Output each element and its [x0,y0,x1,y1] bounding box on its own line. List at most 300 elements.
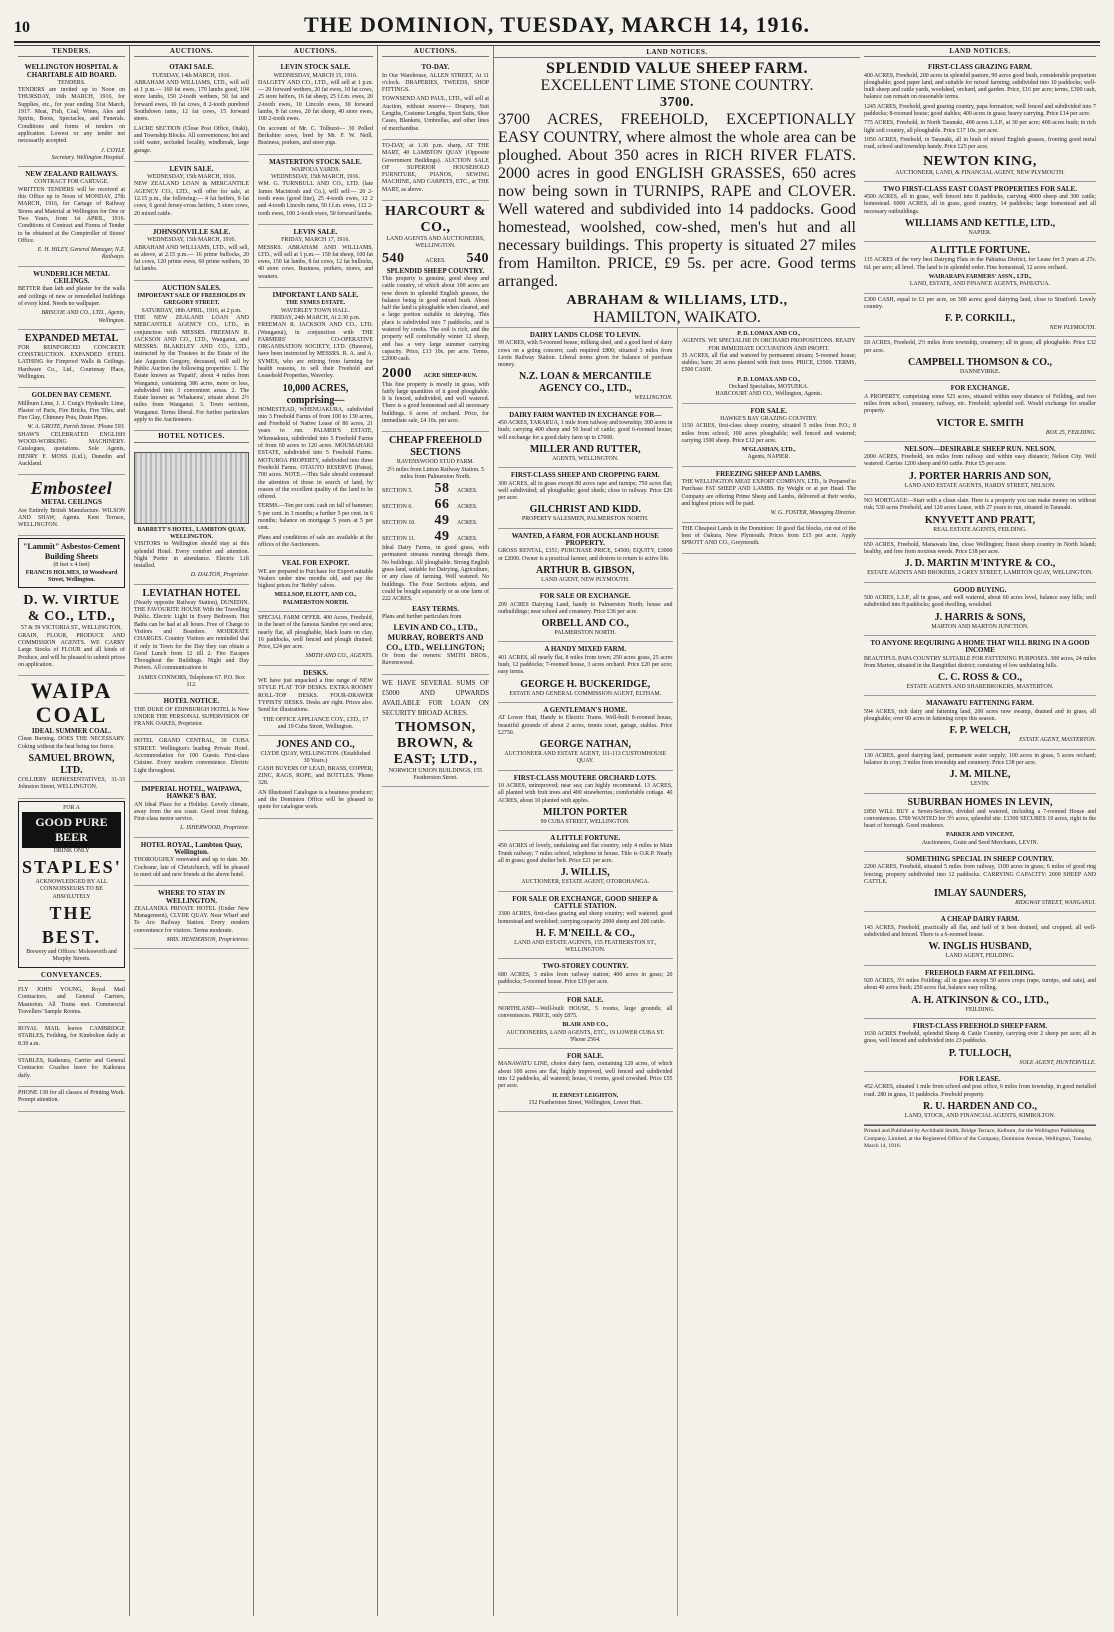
ad-subheading: TENDERS. [57,79,86,86]
ad-body: 115 ACRES of the very best Dairying Flats in the Pahiatua District, for Lease for 5 years at 27s. 6d. per acre; all level. The land is in splendid order. Fine homestead, 12 acres orchard. [864,257,1096,271]
section-row [382,529,489,545]
ceilings-ad [18,267,125,330]
zealandia-hotel-ad [134,886,249,949]
ad-company: N.Z. LOAN & MERCANTILE AGENCY CO., LTD., [518,371,652,395]
royal-hotel-ad [134,838,249,886]
ad-heading: FOR EXCHANGE. [950,384,1010,393]
ad-date: TUESDAY, 14th MARCH, 1916. [152,72,231,79]
ad-heading: A GENTLEMAN'S HOME. [543,705,628,714]
conveyance-ad [18,1087,125,1112]
welch-ad [864,696,1096,749]
ad-heading: MANAWATU FATTENING FARM. [926,699,1034,708]
ad-heading: WANTED, A FARM, FOR AUCKLAND HOUSE PROPERTY. [511,531,659,548]
ad-subheading: IMPORTANT SALE OF FREEHOLDS IN GREGORY STREET. [137,293,246,307]
ad-company-place: DANNEVIRKE. [959,369,1001,376]
ad-body: WE are prepared to Purchase for Export suitable Vealers under nine months old, and pay the highest prices for 'Bobby' calves. [258,568,373,590]
ad-body: 1630 ACRES Freehold, splendid Sheep & Cattle Country, carrying over 2 sheep per acre; all in grass, well fenced and subdivided into 23 paddocks. [864,1031,1096,1045]
ad-body: 594 ACRES, rich dairy and fattening land, 200 acres now swamp, drained and in grass, all ploughable; over 60 acres in fattening crops this season. [864,708,1096,723]
column-tenders [14,46,130,1616]
ad-heading: NELSON—DESIRABLE SHEEP RUN. NELSON. [904,444,1056,453]
ad-date: FRIDAY, 24th MARCH, At 2.30 p.m. [270,314,361,321]
ad-body: THE Cheapest Lands in the Dominion: 10 good flat blocks, cut out of the best of Oakura, New Plymouth. Prices from £15 per acre. Apply SPROTT AND CO., Greymouth. [681,525,856,547]
ad-heading: FOR SALE OR EXCHANGE. [539,592,631,601]
ad-company-place: LAND, ESTATE, AND FINANCE AGENTS, PAHIATUA. [909,281,1051,288]
ad-heading: WAIPA COAL [30,678,113,728]
ad-heading: AUCTION SALES. [162,283,221,292]
ad-heading: CHEAP FREEHOLD SECTIONS [388,435,483,459]
ad-heading: OTAKI SALE. [169,63,214,72]
ad-company: J. D. MARTIN M'INTYRE & CO., [904,558,1056,570]
masthead [14,12,1100,43]
acres-banner [382,251,489,267]
ad-subheading: SPLENDID SHEEP COUNTRY. [386,266,485,275]
ad-company: IMLAY SAUNDERS, [933,888,1027,900]
ad-body: NO MORTGAGE—Start with a clean slate. Here is a property you can make money on without risk; 530 acres Freehold, and 120 acres Lease, with 27 years to run, situated in Taranaki. [864,497,1096,512]
ad-company: J. WILLIS, [560,867,610,879]
ad-body: NORTHLAND—Well-built HOUSE, 5 rooms, large grounds; all conveniences. PRICE, only £875. [498,1005,673,1019]
ad-body: HOTEL GRAND CENTRAL, 39 CUBA STREET. Wellington's leading Private Hotel. Accommodation for 100 Guests. First-class Cuisine. Every modern convenience. Electric Light throughout. [134,738,249,774]
ad-heading: FOR SALE OR EXCHANGE, GOOD SHEEP & CATTLE STATION. [512,894,659,910]
section-heading-land: LAND NOTICES. [494,46,860,58]
ad-company-place: Orchard Specialists, MOTUEKA. [728,384,809,391]
ad-subheading: RAVENSWOOD STUD FARM. [396,459,475,466]
section-heading-auctions: AUCTIONS. [134,46,249,57]
ravenswood-ad [382,432,489,674]
warehouse-sale-ad [382,60,489,140]
ad-subheading: LAND AGENTS AND AUCTIONEERS, WELLINGTON. [386,236,485,250]
section-row [382,481,489,497]
ad-acres: 3700. [660,95,694,110]
ad-signature-office: Secretary. Wellington Hospital. [51,154,125,161]
land-split [494,328,860,1616]
ad-body: MANAWATU LINE, choice dairy farm, containing 120 acres, of which about 100 acres are flat, highly improved, well fenced and subdivided into 12 paddocks, all watered; house, 6 rooms, good cowshed. Price £55 per acre. [498,1061,673,1090]
ad-heading: FIRST-CLASS GRAZING FARM. [927,63,1033,72]
section-label: SECTION 10. [382,520,416,527]
ad-company: J. M. MILNE, [949,769,1011,781]
ad-heading: WHERE TO STAY IN WELLINGTON. [158,889,225,905]
ad-company-place: SOLE AGENT, HUNTERVILLE. [1019,1059,1096,1066]
ad-subheading: (8 feet x 4 feet) [53,562,90,569]
ad-body: AN Ideal Place for a Holiday. Lovely climate, away from the sea coast. Good trout fishing. First-class motor service. [134,801,249,823]
ad-company: ARTHUR B. GIBSON, [535,564,635,576]
ad-heading: FOR LEASE. [959,1075,1001,1084]
ad-company-place: REAL ESTATE AGENTS, FEILDING. [933,526,1027,533]
ad-body: 4500 ACRES, all in grass, well fenced into 8 paddocks, carrying 4000 sheep and 300 cattle; homestead. 6000 ACRES, all in grass, good country, 14 paddocks; large homestead and all necessary outbuildings. [864,194,1096,215]
ad-body: A PROPERTY, comprising some 525 acres, situated within easy distance of Feilding, and two miles from school, creamery, railway, etc. Freehold; splendid soil. Would exchange for smaller property. [864,393,1096,415]
sheep-run-acres: 2000 [382,365,412,381]
feilding-exchange-ad [864,381,1096,441]
section-unit: ACRES. [457,504,478,511]
ad-heading: TWO-STOREY COUNTRY. [542,962,629,971]
corkill-ad [864,294,1096,338]
ad-body: THOROUGHLY renovated and up to date. Mr. Cochrane, late of Christchurch, will be pleased to meet old and new friends at the above hotel. [134,857,249,878]
forsale-house-ad [498,993,673,1049]
ad-heading: WELLINGTON HOSPITAL & CHARITABLE AID BOARD. [24,63,119,79]
ad-body: 1150 ACRES, first-class sheep country, situated 5 miles from P.O.; 8 miles from school; 100 acres ploughable; well fenced and watered; carrying 1500 sheep. Price £12 per acre. [681,423,856,444]
ad-body: 3700 ACRES, FREEHOLD, EXCEPTIONALLY EASY COUNTRY, where almost the whole area can be ploughed. About 350 acres in RICH RIVER FLATS. 2000 acres in good ENGLISH GRASSES, 650 acres now being sown in TURNIPS, RAPE and CLOVER. Well watered and subdivided into 14 paddocks. Good homestead, woolshed, cow-shed, men's hut and all necessary buildings. This property is situated 27 miles from Hamilton. PRICE, £9 5s. per acre. Good terms arranged. [498,111,856,290]
ad-signature: W. A. GROTE, Parish Street. 'Phone 593. [27,424,125,431]
ad-body: 99 ACRES, with 5-roomed house, milking shed, and a good herd of dairy cows on a going concern; cash required £800; situated 3 miles from Levin Railway Station. Liberal terms given for balance of purchase money. [498,340,673,369]
ad-company: ORBELL AND CO., [541,618,629,630]
ad-body: WM. G. TURNBULL AND CO., LTD. (late James Macintosh and Co.), will sell:— 20 2-tooth ewes (good line), 25 4-tooth ewes, 12 2 and 4-tooth Lincoln rams, 50 f.f.m. ewes, 112 2-tooth ewes, 100 2-tooth ewes, 50 forward lambs. [258,181,373,217]
ad-company: A. H. ATKINSON & CO., LTD., [911,994,1049,1006]
section-heading-hotels: HOTEL NOTICES. [134,431,249,442]
manawatu-dairy-ad [498,1049,673,1112]
page-number: 10 [14,19,30,36]
tulloch-ad [864,1019,1096,1072]
ad-heading: WUNDERLICH METAL CEILINGS. [33,269,110,286]
ad-body: 650 ACRES, Freehold, Manawatu line, close Wellington; finest sheep country in North Island; healthy, and free from noxious weeds. Price £18 per acre. [864,541,1096,556]
ad-company: R. U. HARDEN AND CO., [923,1100,1037,1112]
ad-company-place: ESTATE AND GENERAL COMMISSION AGENT, ELTHAM. [509,690,662,697]
grazing-farm-ad [864,60,1096,182]
ad-company: W. INGLIS HUSBAND, [928,941,1032,953]
ad-company-place: LAND AND ESTATE AGENTS, HARDY STREET, NELSON. [904,482,1056,489]
ad-body: WRITTEN TENDERS will be received at this Office up to Noon of MONDAY, 27th MARCH, 1916, for Cartage of Railway Stores and Material at Wellington for One or Two Years, from 1st APRIL, 1916. Conditions of Contract and Forms of Tender to be obtained at the Comptroller of Stores' Office. [18,186,125,244]
ad-signature: BRISCOE AND CO., LTD., Agents, Wellington. [41,310,125,324]
railways-tender-ad [18,167,125,267]
ad-body: This property is genuine, good sheep and cattle country, of which about 100 acres are now down in splendid English grasses, the balance being in good mixed bush. About half the land is ploughable when cleared, and a large portion suitable to dairying. This place is subdivided into 7 paddocks, and is watered by creeks. The soil is rich, and the property will comfortably winter 12 sheep, and has a very large summer carrying capacity. Price, £13 10s. per acre. Terms, £2000 cash. [382,275,489,363]
ad-company: F. P. CORKILL, [944,313,1016,325]
ad-body-extra: This fine property is mostly in grass, with fairly large quantities of it good ploughable. It is fenced, subdivided, and well watered. There is a good homestead and all necessary buildings. 6 acres of orchard. Price, for immediate sale, £4 10s. per acre. [382,381,489,424]
ad-body: 143 ACRES, Freehold, practically all flat, and half of it best drained, and cropped; all well-subdivided and fenced. There is a 6-roomed house. [864,924,1096,939]
ad-heading: THOMSON, BROWN, & EAST; LTD., [393,719,478,767]
hospital-tender-ad [18,60,125,167]
leviathan-hotel-ad [134,585,249,695]
ad-date: FRIDAY, MARCH 17, 1916. [281,237,350,244]
ad-company: SAMUEL BROWN, LTD. [28,753,115,776]
ad-plans: Plans and conditions of sale are available at the offices of the Auctioneers. [258,534,373,548]
ad-company: H. F. M'NEILL & CO., [535,927,635,939]
ad-owners: Or from the owners: SMITH BROS., Ravenswood. [382,653,489,667]
ad-body: BEAUTIFUL PAPA COUNTRY SUITABLE FOR FATTENING PURPOSES. 300 acres, 24 miles from Marton, situated in the Rangitikei district; consisting of low undulating hills. [864,655,1096,669]
ad-heading: GOOD BUYING. [953,585,1007,594]
column-auctions-1 [130,46,254,1616]
ad-heading: JONES AND CO., [276,739,355,751]
ad-signature: FRANCIS HOLMES, 10 Woodward Street, Wellington. [25,569,118,584]
ad-signature: L. ISHERWOOD, Proprietor. [180,825,249,832]
ad-signature: W. G. FOSTER, Managing Director. [770,510,856,517]
ad-heading: LEVIN SALE. [169,164,214,173]
ad-company: GEORGE NATHAN, [539,739,631,751]
ad-heading: FOR SALE. [566,996,604,1005]
ad-body: 680 ACRES, 3 miles from railway station; 400 acres in grass; 20 paddocks; 5-roomed house. Price £19 per acre. [498,971,673,986]
ad-date: WEDNESDAY, 15th MARCH, 1916. [271,174,360,181]
ad-heading: FOR SALE. [566,1052,604,1061]
loan-funds-ad [382,675,489,788]
ad-signature: D. DALTON, Proprietor. [190,572,249,579]
ad-heading: LEVIN SALE. [293,227,338,236]
virtue-ad [18,590,125,676]
ad-body: FLY JOHN YOUNG, Royal Mail Contractors, and General Carriers, Masterton. All Trains met. Commercial Travellers' Sample Rooms. [18,986,125,1015]
ad-heading: BARRETT'S HOTEL, LAMBTON QUAY, WELLINGTON. [137,526,246,540]
ad-address: Brewery and Offices: Molesworth and Murphy Streets. [26,949,117,963]
ad-company: VICTOR E. SMITH [936,417,1024,429]
ad-company: GILCHRIST AND KIDD. [529,504,641,516]
ad-heading: VEAL FOR EXPORT. [281,559,350,568]
nelson-run-ad [864,442,1096,495]
ad-heading: IMPORTANT LAND SALE. [272,291,359,300]
atkinson-ad [864,966,1096,1019]
ad-body: 452 ACRES, situated 1 mile from school and post office, 6 miles from township, in good metalled road. 280 in grass, 11 paddocks. Freehold property. [864,1084,1096,1098]
levin-sale-ad [134,162,249,225]
ad-company-place: LAND AGENT, FEILDING. [945,953,1015,960]
ad-heading: NEW ZEALAND RAILWAYS. [25,170,118,179]
ad-body: NEW ZEALAND LOAN & MERCANTILE AGENCY CO., LTD., will offer for sale, at 12.15 p.m., the following:— 4 fat heifers, 8 fat cows, 6 good Jersey-cross heifers, 5 store cows, 20 mixed cattle. [134,181,249,217]
ad-body: GROSS RENTAL, £351; PURCHASE PRICE, £4500; EQUITY, £3000 or £2000. Owner is a practical farmer, and desires to return to active life. [498,548,673,562]
ad-note: AN Illustrated Catalogue is a business producer; and the Dominion Office will be pleased to quote for catalogue work. [258,789,373,811]
ad-address: 57 & 59 VICTORIA ST., WELLINGTON, [21,625,122,632]
ad-body: THE NEW ZEALAND LOAN AND MERCANTILE AGENCY CO., LTD., in conjunction with MESSRS. FREEMAN R. JACKSON AND CO., LTD., Wanganui, and MESSRS. BLAKELEY AND CO., LTD., instructed by the Trustees in the Estate of the late Augustin Gregory, deceased, will sell by Public Auction the following properties: 1. The Estate known as 'Papaiti', about 4 miles from Wanganui, containing 386 acres, more or less, subdivided into 3 convenient areas. 2. The Estate known as 'Whakaora', situate about 2½ miles from Wanganui. 3. Town sections, Wanganui. Terms liberal. For further particulars apply to the Auctioneers. [134,314,249,424]
campbell-ad [864,337,1096,381]
ad-body: FOR REINFORCED CONCRETE CONSTRUCTION. EXPANDED STEEL LATHING for Fireproof Walls & Ceilings. Hardware Co., Ltd., Courtenay Place, Wellington. [18,344,125,380]
ad-address: NORWICH UNION BUILDINGS, 155 Featherston Street. [388,767,483,782]
ad-signature: THE OFFICE APPLIANCE COY., LTD., 17 and 19 Cuba Street, Wellington. [262,716,369,730]
ad-heading: HOTEL NOTICE. [163,697,220,706]
ad-body: 10 ACRES, unimproved; near sea; can highly recommend. 13 ACRES, all planted with fruit trees and 400 strawberries; comfortable cottage. 40 ACRES, about 10 planted with apples. [498,782,673,804]
ad-tagline: ACKNOWLEDGED BY ALL CONNOISSEURS TO BE ABSOLUTELY [35,879,108,900]
little-fortune-lease-ad [864,242,1096,293]
ad-heading: GOOD PURE BEER [22,812,121,848]
ad-body: STABLES, Kaikoura, Carrier and General Contractor. Coaches leave for Kaikoura daily. [18,1058,125,1079]
embosteel-logo: Embosteel [30,478,113,499]
land-notices-block [494,46,860,1616]
ad-subheading: WAIPOUA YARDS. [291,166,340,173]
ad-heading: SPLENDID VALUE SHEEP FARM. [546,60,808,77]
ad-terms: EASY TERMS. [412,604,459,613]
ad-heading: LEVIN STOCK SALE. [280,63,351,72]
ad-agents: LEVIN AND CO., LTD., MURRAY, ROBERTS AND CO., LTD., WELLINGTON; [386,623,485,653]
ad-heading: "Lammit" Asbestos-Cement Building Sheets [22,542,121,562]
ad-company-place: ESTATE AGENT, MASTERTON. [1019,737,1096,744]
hawkes-bay-ad [682,404,857,467]
column-auctions-3 [378,46,494,1616]
ad-body: ZEALANDIA PRIVATE HOTEL (Under New Management), CLYDE QUAY. Near Wharf and Te Aro Railway Station. Every modern convenience for visitors. Terms moderate. [134,905,249,934]
freezing-sheep-ad [682,467,857,523]
ad-heading: TWO FIRST-CLASS EAST COAST PROPERTIES FOR SALE. [883,184,1077,193]
milne-ad [864,750,1096,794]
ad-body: WE have just unpacked a fine range of NEW STYLE FLAT TOP DESKS. EXTRA ROOMY ROLL-TOP DESKS. FOUR-DRAWER TYPISTS' DESKS. Desks are right. Prices also. Send for illustrations. [258,678,373,714]
ad-body-extra: TOWNSEND AND PAUL, LTD., will sell at Auction, without reserve— Drapery, Suit Lengths, Costume Lengths, Sport Suits, Shoe Cases, Blankets, Umbrellas, and other lines of merchandise. [382,96,490,132]
inglis-husband-ad [864,912,1096,965]
mart-sale-ad [382,140,489,201]
ad-body: 401 ACRES, all nearly flat, 8 miles from town; 250 acres grass, 25 acres bush, 12 paddocks; 7-roomed house, 3 acres orchard. Price £20 per acre; easy terms. [498,654,673,676]
section-unit: ACRES. [457,536,478,543]
johnsonville-sale-ad [134,225,249,281]
ad-body: 450 ACRES of lovely, undulating and flat country, only 4 miles to Main Trunk railway; 7 miles school, telephone in house. Title is O.R.P. Nearly all in grass; good shelter belt. Price £21 per acre. [498,843,673,865]
ad-place: WAVERLEY TOWN HALL. [281,307,350,314]
conveyance-ad [18,1023,125,1055]
ad-heading: FIRST-CLASS MOUTERE ORCHARD LOTS. [513,773,657,782]
ad-heading: METAL CEILINGS [41,498,102,507]
ad-body: 35 ACRES, all flat and watered by permanent stream; 5-roomed house; stables; barn; 20 acres planted with fruit trees. PRICE, £3500. TERMS, £500 CASH. [681,352,856,374]
ad-company-place: AGENTS, WELLINGTON. [552,455,619,462]
jones-ad [258,736,373,818]
ad-body: 2000 ACRES, Freehold, ten miles from railway and within easy distance; Nelson City. Well watered. Carries 1200 sheep and 60 cattle. Price £5 per acre. [864,454,1096,468]
section-heading-tenders: TENDERS. [18,46,125,57]
column-land-3 [860,46,1100,1616]
ad-company: F. P. WELCH, [949,725,1011,737]
ad-heading: GOLDEN BAY CEMENT. [31,391,112,400]
ad-company-place: ESTATE AGENTS AND SHAREBROKERS, MASTERTON. [906,684,1054,691]
sheep-run-label: ACRE SHEEP-RUN. [423,372,478,379]
ad-heading: DAIRY FARM WANTED IN EXCHANGE FOR— [509,410,662,419]
ad-heading: FIRST-CLASS FREEHOLD SHEEP FARM. [912,1021,1048,1030]
ad-body: 500 ACRES, L.I.P., all in grass, and well watered, about 60 acres level, balance easy hills; well subdivided into 8 paddocks; good dwelling, woolshed. [864,595,1096,609]
column-auctions-2 [254,46,378,1616]
ad-heading: DESKS. [303,668,328,677]
newspaper-title: THE DOMINION, TUESDAY, MARCH 14, 1916. [304,12,810,37]
ad-body: ROYAL MAIL leaves CAMBRIDGE STABLES, Feilding, for Kimbolton daily at 8.30 a.m. [18,1026,125,1047]
ad-company-place: AUCTIONEER, ESTATE AGENT, OTOROHANGA. [521,879,650,886]
freehold-auction-ad [134,281,249,432]
ad-body-4: 1050 ACRES, Freehold, in Taranaki, all in bush of mixed English grasses, fronting good metal road, school and township handy. Price £25 per acre. [864,136,1096,151]
section-label: SECTION 5. [382,488,413,495]
ad-date: WEDNESDAY, 15th MARCH, 1916. [147,174,236,181]
ad-company: P. D. LOMAX AND CO., [737,331,801,337]
ad-body-machinery: SHAW'S CELEBRATED ENGLISH WOOD-WORKING MACHINERY. Catalogues, quotations. Sole Agents, HENRY F. MOSS (Ltd.), Dunedin and Auckland. [18,431,125,467]
sections-list [382,481,489,545]
section-heading-conveyances: CONVEYANCES. [18,970,125,981]
ad-company-place: AUCTIONEER AND ESTATE AGENT, 111-113 CUSTOMHOUSE QUAY. [504,751,667,765]
martin-mintyre-ad [864,539,1096,583]
ad-company-place: HAMILTON, WAIKATO. [593,309,761,326]
ad-company-place: LEVIN. [970,781,990,788]
ad-intro: FOR A [63,804,80,811]
acres-word: ACRES. [425,257,446,264]
ad-body: SPECIAL FARM OFFER. 400 Acres, Freehold, in the heart of the famous Sandon rye seed area; nearly flat, all ploughable, black loam on clay, 16 paddocks, well fenced and plough drained. Price, £24 per acre. [258,615,373,651]
section-row [382,513,489,529]
east-coast-ad [864,182,1096,242]
ad-company-place: PALMERSTON NORTH. [554,630,616,637]
ad-heading: A CHEAP DAIRY FARM. [940,915,1020,924]
dairy-exchange-ad [498,408,673,468]
hotel-illustration [134,452,249,524]
ad-body: DALGETY AND CO., LTD., will sell at 1 p.m.— 20 forward wethers, 20 fat ewes, 10 fat cows, 25 store heifers, 16 fat sheep, 25 f.f.m. ewes, 20 2-tooth ewes, 10 Lincoln ewes, 30 forward lambs, 8 fat cows, 20 fat sheep, 40 store ewes, 100 2-tooth ewes. [258,79,373,123]
conveyance-ad [18,1055,125,1087]
ad-body: MESSRS. ABRAHAM AND WILLIAMS, LTD., will sell at 1 p.m.— 150 fat sheep, 100 fat ewes, 150 fat lambs, 8 fat cows, 12 fat bullocks, 40 store cows. Business, porkers, stores, and weaners. [258,244,373,280]
ad-body: 920 ACRES, 3½ miles Feilding; all in grass except 50 acres crops (rape, turnips, and oats), and about 40 acres bush; 250 acres flat, balance easy rolling. [864,977,1096,992]
ad-heading: TO-DAY. [421,63,450,72]
sheep-run-banner [382,366,489,382]
ad-body: (Nearly opposite Railway Station), DUNEDIN. THE FAVOURITE HOUSE With the Travelling Public. Electric Light in Every Bedroom. Hot Baths can be had at all hours. Free of Charge to Visitors and Boarders. MODERATE CHARGES. Country Visitors are reminded that if only in Town for the Day they can obtain a Good Lunch from 12 till 2. Fire Escapes Throughout the Buildings. Night and Day Porters. All communications to [134,599,249,672]
conveyance-ad [18,984,125,1023]
ad-company-place: MARTON AND MARTON JUNCTION. [931,623,1029,630]
ad-company: H. ERNEST LEIGHTON, [552,1092,619,1099]
good-buying-ad [864,583,1096,636]
ad-company: M'GLASHAN, LTD., [741,447,796,454]
acres-left: 540 [382,250,405,266]
ad-acres: 10,000 ACRES, comprising— [282,382,349,406]
ad-body: FREEMAN R. JACKSON AND CO., LTD. (Wanganui), in conjunction with THE FARMERS' CO-OPERATIVE ORGANISATION SOCIETY, LTD. (Hawera), have been instructed by MESSRS. R. A. and A. SYMES, who are retiring from farming for health reasons, to sell their Freehold and Leasehold Properties, Waverley. [258,322,373,380]
ad-subheading: EXCELLENT LIME STONE COUNTRY. [540,77,814,94]
ad-heading: IMPERIAL HOTEL, WAIPAWA, HAWKE'S BAY. [141,784,242,801]
ad-company-address: COLLIERY REPRESENTATIVES, 31-33 Johnston Street, WELLINGTON. [18,777,125,791]
ad-date: WEDNESDAY, 15th MARCH, 1916. [147,237,236,244]
section-acres: 58 [434,481,450,497]
symes-estate-ad [258,288,373,556]
ad-company: WILLIAMS AND KETTLE, LTD., [904,218,1056,230]
ad-body: 300 ACRES, all in grass except 80 acres rape and turnips; 750 acres flat; well subdivided; all ploughable; good sheds; close to railway. Price £26 per acre. [498,480,673,502]
ad-heading: A LITTLE FORTUNE. [550,834,621,843]
ad-body: 130 ACRES, good dairying land, permanent water supply; 100 acres in grass, 5 acres orchard; balance in crop; 3 miles from township and creamery. Price £38 per acre. [864,752,1096,766]
section-heading-land: LAND NOTICES. [864,46,1096,57]
printer-imprint: Printed and Published by Archibald Smith, Bridge Terrace, Kelburn, for the Wellington Publishing Company, Limited, at the Registered Office of the Company, Dominion Avenue, Wellington, Tuesday, March 14, 1916. [864,1125,1096,1150]
ad-subheading: IDEAL SUMMER COAL. [31,727,112,736]
ad-terms: TERMS.—Ten per cent. cash on fall of hammer; 5 per cent. in 3 months; a further 5 per cent. in 6 months; balance on mortgage 5 years at 5 per cent. [258,503,373,532]
section-acres: 49 [434,529,450,545]
edinburgh-hotel-ad [134,694,249,735]
ad-company: CAMPBELL THOMSON & CO., [908,357,1052,369]
ad-company: J. PORTER HARRIS AND SON, [909,470,1051,482]
veal-export-ad [258,556,373,612]
ad-heading: FOR SALE. [750,406,788,415]
ad-body: 450 ACRES, TARARUA, 1 mile from railway and township; 300 acres in bush; carrying 400 sheep and 50 head of cattle; good 6-roomed house; will exchange for a good dairy farm up to £7000. [498,420,673,441]
ad-body: 2200 ACRES, Freehold, situated 5 miles from railway, 1100 acres in grass; 6 miles of good ring fencing; property subdivided into 12 paddocks. CARRYING CAPACITY: 2000 SHEEP AND CATTLE. [864,864,1096,885]
expanded-metal-ad [18,330,125,388]
section-unit: ACRES. [457,520,478,527]
ad-company-place: LAND AND ESTATE AGENTS, 155 FEATHERSTON ST., WELLINGTON. [514,939,657,954]
splendid-sheep-farm-ad [494,61,860,328]
ad-body: 3300 ACRES, first-class grazing and sheep country; well watered; good homestead and woolshed; carrying capacity 2000 sheep and 200 cattle. [498,911,673,925]
ad-heading: SUBURBAN HOMES IN LEVIN, [907,796,1053,808]
ad-company: J. HARRIS & SONS, [934,611,1026,623]
cement-ad [18,388,125,475]
ad-company-place: NAPIER. [968,230,992,237]
ad-company-place: AUCTIONEER, LAND, & FINANCIAL AGENT, NEW PLYMOUTH. [895,169,1065,176]
ad-location: 2½ miles from Linton Railway Station. 5 miles from Palmerston North. [387,466,484,480]
ad-body: ABRAHAM AND WILLIAMS, LTD., will sell, as above, at 2.15 p.m.— 16 prime bullocks, 20 fat cows, 120 prime ewes, 60 prime wethers, 30 fat lambs. [134,244,249,273]
ad-heading: FREEHOLD FARM AT FEILDING. [924,968,1036,977]
ad-body: £300 CASH, equal to £1 per acre, on 300 acres; good dairying land, close to Stratford. Lovely country. [864,296,1096,310]
ad-company-place: 152 Featherston Street, Wellington, Lower Hutt. [528,1099,643,1106]
levin-sale-ad [258,225,373,288]
ad-date: WEDNESDAY, MARCH 15, 1916. [273,72,358,79]
ad-body: Are Entirely British Manufacture. WILSON AND SHAW, Agents. Kent Terrace, WELLINGTON. [18,507,125,529]
mixed-farm-ad [498,642,673,702]
ad-body: 400 ACRES, Freehold, 200 acres in splendid pasture, 90 acres good bush, considerable proportion ploughable; good paper land, and suitable for mixed farming; subdivided into 10 paddocks; well-built sheep and cattle yards, woolshed, orchard, and garden. Price, £16 per acre; terms, £300 cash, balance can remain on reasonable terms. [864,72,1096,101]
dairy-land-ad [498,328,673,408]
ad-body: AT Lower Hutt, Handy to Electric Trams. Well-built 8-roomed house, beautiful grounds of about 2 acres, tennis court, garage, stables. Price £2750. [498,715,673,736]
lomax-orchard-ad [682,328,857,404]
wanted-farm-ad [498,529,673,589]
ad-body: ABRAHAM AND WILLIAMS, LTD., will sell at 1 p.m.— 160 fat ewes, 170 lambs good, 104 store lambs, 150 2-tooth wethers, 50 fat and forward ewes, 10 fat cows, 8 2-tooth purebred Southdown rams, 12 fat cows, 15 forward steers. [134,79,249,123]
orchard-lots-ad [498,771,673,831]
ad-heading: EXPANDED METAL [24,332,119,344]
cropping-farm-ad [498,468,673,528]
ad-subheading: AGENTS. WE SPECIALISE IN ORCHARD PROPOSITIONS. READY FOR IMMEDIATE OCCUPATION AND PROFIT. [681,338,856,352]
ad-company-place: RIDGWAY STREET, WANGANUI. [1015,900,1096,907]
ad-signature: MRS. HENDERSON, Proprietress. [166,937,249,944]
ad-body: Ideal Dairy Farms, in good grass, with permanent streams running through them. No buildings. All ploughable. Strong English grass land, suitable for Dairying, Agriculture, or any class of farming. Well watered. No buildings. The Four Sections adjoin, and could be bought separately or as one farm of 222 ACRES. [382,545,489,603]
columns [14,45,1100,1616]
ad-company-place: Auctioneers, Grain and Seed Merchants, LEVIN. [921,839,1039,846]
ad-company: KNYVETT AND PRATT, [924,514,1036,526]
imperial-hotel-ad [134,782,249,838]
section-label: SECTION 11. [382,536,416,543]
ad-body: £850 WILL BUY a Seven-Section, divided and watered, including a 7-roomed House and conveniences. £700 WANTED for 3½ acres, splendid site. £1300 SECURES 10 acres, right in the heart of borough. Good residence. [864,808,1096,830]
desks-ad [258,666,373,736]
ad-subheading: HAWKE'S BAY GRAZING COUNTRY. [720,415,818,422]
section-heading-auctions: AUCTIONS. [382,46,489,57]
acres-right: 540 [466,250,489,266]
beer-brand: STAPLES' [22,857,122,878]
section-acres: 66 [434,497,450,513]
ad-signature: SMITH AND CO., AGENTS. [305,653,373,660]
ad-plans: Plans and further particulars from [382,613,462,620]
cattle-station-ad [498,892,673,960]
ad-company-place: ESTATE AGENTS AND BROKERS, 2 GREY STREET, LAMBTON QUAY, WELLINGTON. [867,570,1093,577]
